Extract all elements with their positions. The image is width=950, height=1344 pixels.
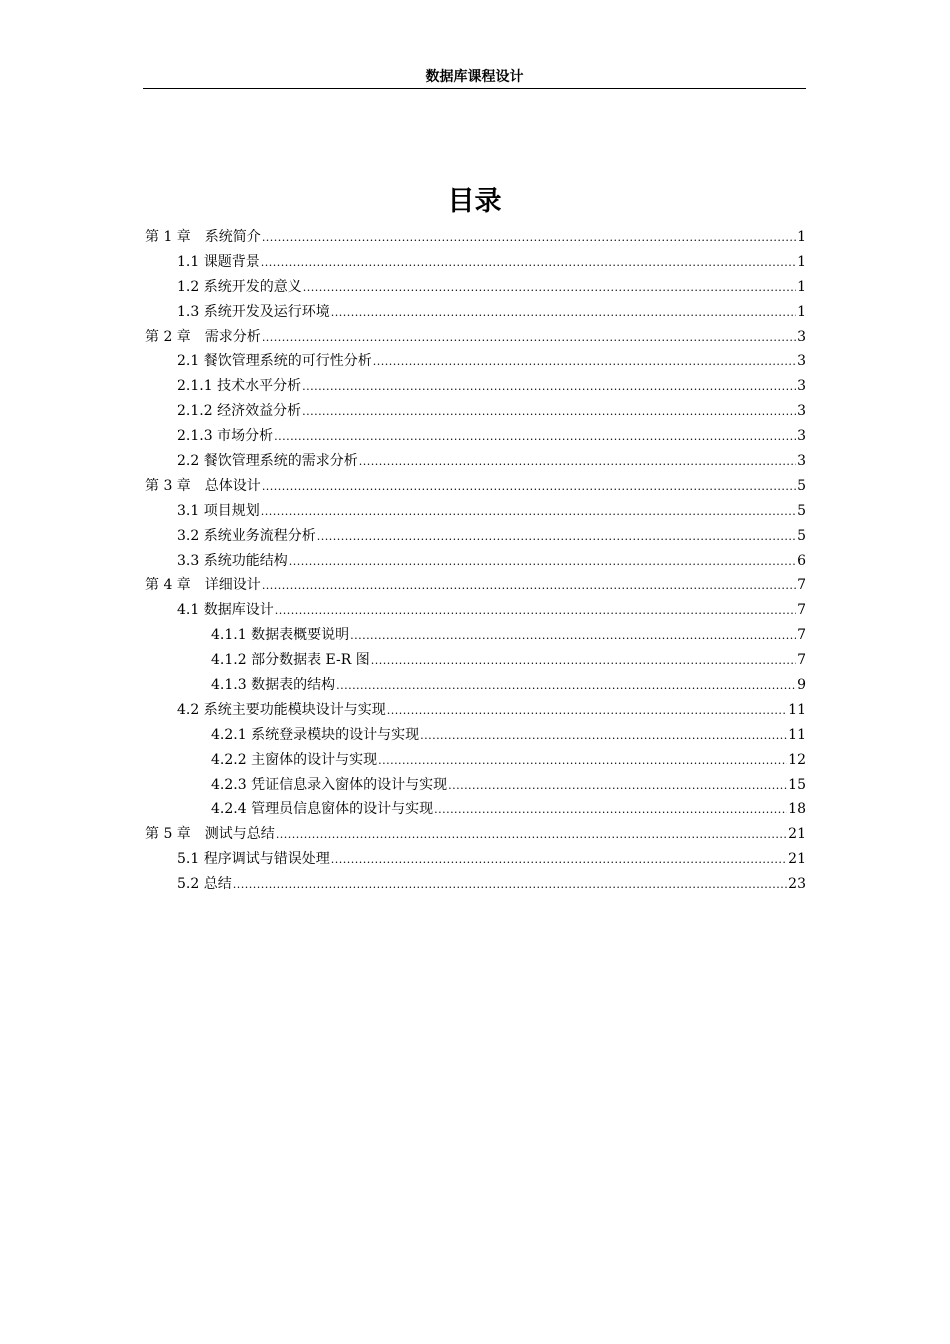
toc-dot-leader bbox=[420, 724, 787, 749]
toc-dot-leader bbox=[373, 350, 796, 375]
toc-entry-page-number: 21 bbox=[788, 826, 806, 843]
toc-dot-leader bbox=[434, 798, 787, 823]
toc-entry-title: 4.2.3 凭证信息录入窗体的设计与实现 bbox=[211, 776, 448, 793]
toc-entry[interactable] bbox=[143, 449, 806, 474]
toc-entry-page-number: 7 bbox=[797, 577, 806, 594]
toc-entry-page-number: 15 bbox=[788, 776, 806, 793]
toc-entry-title: 5.1 程序调试与错误处理 bbox=[177, 851, 330, 868]
toc-entry[interactable] bbox=[143, 723, 806, 748]
toc-entry-title: 第 1 章 系统简介 bbox=[145, 229, 261, 245]
toc-entry-title: 2.1.2 经济效益分析 bbox=[177, 403, 302, 420]
toc-entry-page-number: 1 bbox=[797, 229, 806, 245]
toc-dot-leader bbox=[317, 525, 796, 550]
toc-entry-page-number: 9 bbox=[797, 677, 806, 694]
toc-entry-title: 3.3 系统功能结构 bbox=[177, 552, 288, 569]
toc-dot-leader bbox=[276, 823, 787, 848]
toc-entry-page-number: 23 bbox=[788, 876, 806, 893]
toc-dot-leader bbox=[262, 475, 796, 500]
toc-entry[interactable] bbox=[143, 847, 806, 872]
toc-entry[interactable] bbox=[143, 349, 806, 374]
toc-entry[interactable] bbox=[143, 374, 806, 399]
toc-entry-page-number: 21 bbox=[788, 851, 806, 868]
toc-entry-title: 4.2.2 主窗体的设计与实现 bbox=[211, 751, 378, 768]
toc-entry-page-number: 5 bbox=[797, 502, 806, 519]
toc-dot-leader bbox=[448, 774, 787, 799]
toc-entry-title: 1.3 系统开发及运行环境 bbox=[177, 303, 330, 320]
toc-dot-leader bbox=[262, 226, 796, 251]
toc-dot-leader bbox=[262, 326, 796, 351]
toc-entry-page-number: 1 bbox=[797, 303, 806, 320]
toc-entry[interactable] bbox=[143, 474, 806, 499]
toc-entry-title: 2.1.1 技术水平分析 bbox=[177, 378, 302, 395]
toc-entry-page-number: 11 bbox=[788, 726, 806, 743]
toc-dot-leader bbox=[289, 550, 796, 575]
toc-entry-title: 4.1 数据库设计 bbox=[177, 602, 274, 619]
toc-entry[interactable] bbox=[143, 499, 806, 524]
toc-entry-page-number: 11 bbox=[788, 701, 806, 718]
toc-entry-title: 4.1.3 数据表的结构 bbox=[211, 677, 336, 694]
toc-entry[interactable] bbox=[143, 773, 806, 798]
toc-entry-title: 4.2 系统主要功能模块设计与实现 bbox=[177, 701, 386, 718]
toc-dot-leader bbox=[336, 674, 796, 699]
toc-entry-page-number: 3 bbox=[797, 353, 806, 370]
toc-entry-title: 1.1 课题背景 bbox=[177, 253, 260, 270]
toc-entry-title: 2.1 餐饮管理系统的可行性分析 bbox=[177, 353, 372, 370]
toc-entry-page-number: 7 bbox=[797, 602, 806, 619]
toc-dot-leader bbox=[274, 425, 796, 450]
toc-entry[interactable] bbox=[143, 524, 806, 549]
toc-entry-title: 4.1.2 部分数据表 E-R 图 bbox=[211, 652, 370, 669]
toc-entry[interactable] bbox=[143, 573, 806, 598]
toc-entry-title: 4.2.4 管理员信息窗体的设计与实现 bbox=[211, 801, 434, 818]
toc-entry-title: 第 3 章 总体设计 bbox=[145, 477, 261, 494]
toc-entry[interactable] bbox=[143, 549, 806, 574]
toc-entry[interactable] bbox=[143, 250, 806, 275]
toc-dot-leader bbox=[302, 400, 796, 425]
toc-dot-leader bbox=[275, 599, 796, 624]
toc-entry-page-number: 1 bbox=[797, 278, 806, 295]
toc-entry-page-number: 18 bbox=[788, 801, 806, 818]
toc-entry-title: 4.2.1 系统登录模块的设计与实现 bbox=[211, 726, 420, 743]
toc-entry-title: 1.2 系统开发的意义 bbox=[177, 278, 302, 295]
page-title: 目录 bbox=[447, 186, 502, 217]
toc-entry-title: 3.2 系统业务流程分析 bbox=[177, 527, 316, 544]
toc-entry[interactable] bbox=[143, 673, 806, 698]
toc-dot-leader bbox=[371, 649, 796, 674]
toc-dot-leader bbox=[387, 699, 787, 724]
toc-entry-title: 4.1.1 数据表概要说明 bbox=[211, 627, 350, 644]
toc-entry-title: 第 4 章 详细设计 bbox=[145, 577, 261, 594]
toc-entry-page-number: 3 bbox=[797, 428, 806, 445]
toc-entry-page-number: 7 bbox=[797, 652, 806, 669]
toc-entry-page-number: 3 bbox=[797, 328, 806, 345]
toc-dot-leader bbox=[262, 574, 796, 599]
toc-entry[interactable] bbox=[143, 698, 806, 723]
toc-entry[interactable] bbox=[143, 648, 806, 673]
toc-entry[interactable] bbox=[143, 872, 806, 897]
toc-dot-leader bbox=[302, 375, 796, 400]
toc-entry-page-number: 5 bbox=[797, 527, 806, 544]
header-title: 数据库课程设计 bbox=[425, 69, 524, 85]
toc-entry[interactable] bbox=[143, 399, 806, 424]
toc-entry-page-number: 3 bbox=[797, 378, 806, 395]
toc-entry-title: 5.2 总结 bbox=[177, 876, 232, 893]
toc-entry-page-number: 1 bbox=[797, 253, 806, 270]
toc-dot-leader bbox=[378, 749, 787, 774]
toc-dot-leader bbox=[331, 301, 796, 326]
toc-entry-page-number: 3 bbox=[797, 453, 806, 470]
toc-entry[interactable] bbox=[143, 225, 806, 250]
toc-entry-title: 3.1 项目规划 bbox=[177, 502, 260, 519]
toc-entry-title: 第 5 章 测试与总结 bbox=[145, 826, 275, 843]
toc-entry[interactable] bbox=[143, 325, 806, 350]
toc-dot-leader bbox=[303, 276, 796, 301]
toc-entry[interactable] bbox=[143, 300, 806, 325]
toc-dot-leader bbox=[261, 500, 796, 525]
toc-entry[interactable] bbox=[143, 424, 806, 449]
toc-dot-leader bbox=[261, 251, 796, 276]
toc-entry[interactable] bbox=[143, 623, 806, 648]
toc-entry-page-number: 6 bbox=[797, 552, 806, 569]
toc-dot-leader bbox=[233, 873, 787, 898]
toc-entry-title: 2.2 餐饮管理系统的需求分析 bbox=[177, 453, 358, 470]
toc-entry[interactable] bbox=[143, 748, 806, 773]
toc-entry[interactable] bbox=[143, 822, 806, 847]
toc-entry-page-number: 7 bbox=[797, 627, 806, 644]
toc-entry-page-number: 3 bbox=[797, 403, 806, 420]
toc-entry-page-number: 5 bbox=[797, 477, 806, 494]
toc-entry[interactable] bbox=[143, 797, 806, 822]
toc-entry[interactable] bbox=[143, 598, 806, 623]
toc-entry-title: 2.1.3 市场分析 bbox=[177, 428, 274, 445]
table-of-contents bbox=[143, 225, 806, 897]
toc-entry-title: 第 2 章 需求分析 bbox=[145, 328, 261, 345]
page-header bbox=[143, 66, 806, 89]
toc-dot-leader bbox=[350, 624, 796, 649]
toc-dot-leader bbox=[331, 848, 787, 873]
toc-dot-leader bbox=[359, 450, 796, 475]
toc-entry-page-number: 12 bbox=[788, 751, 806, 768]
toc-entry[interactable] bbox=[143, 275, 806, 300]
